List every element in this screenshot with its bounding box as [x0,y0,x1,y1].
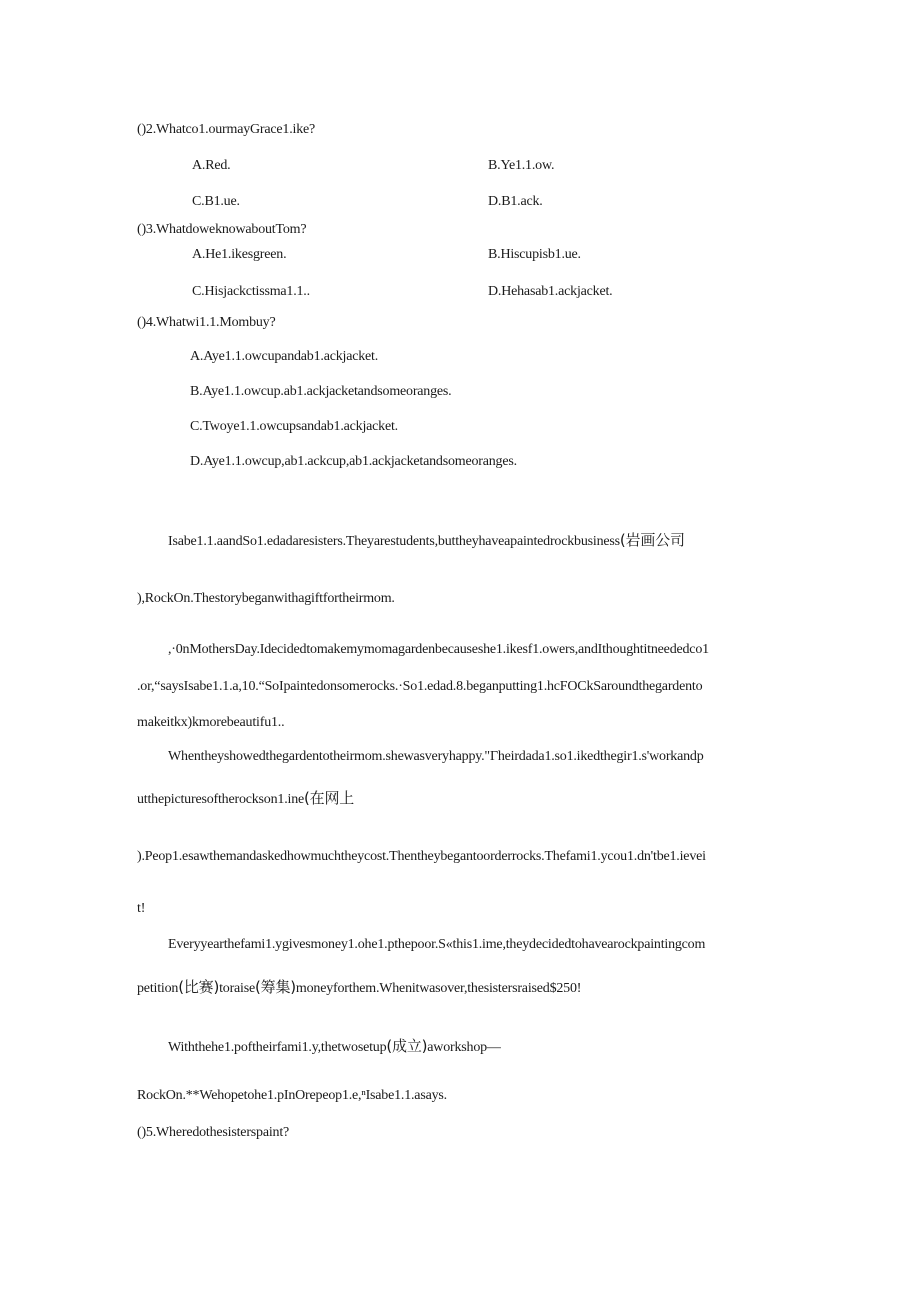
passage-p1-line1 [168,531,685,551]
passage-p1-line1-text: Isabe1.1.aandSo1.edadaresisters.Theyarestudents,buttheyhaveapaintedrockbusiness [168,534,620,549]
passage-p5-line1 [168,1037,501,1057]
question-2-option-a[interactable]: A.Red. [192,158,231,173]
passage-p4-line2-a: petition [137,981,179,996]
question-5-stem: ()5.Wheredothesisterspaint? [137,1125,290,1140]
passage-p3-line4: t! [137,901,146,916]
passage-p5-line1-b: aworkshop— [427,1040,501,1055]
passage-p4-line1: Everyyearthefami1.ygivesmoney1.ohe1.pthepoor.S«this1.ime,theydecidedtohavearockpaintingcom [168,937,706,952]
passage-p4-line2-b: toraise [219,981,256,996]
question-2-option-d[interactable]: D.B1.ack. [488,194,543,209]
question-2-option-c[interactable]: C.B1.ue. [192,194,240,209]
passage-p3-line2-text: utthepicturesoftherockson1.ine [137,792,305,807]
question-2-option-b[interactable]: B.Ye1.1.ow. [488,158,555,173]
passage-p5-line1-gloss: (成立) [386,1037,428,1055]
question-3-option-d[interactable]: D.Hehasab1.ackjacket. [488,284,613,299]
question-4-option-a[interactable]: A.Aye1.1.owcupandab1.ackjacket. [190,349,379,364]
question-4-option-d[interactable]: D.Aye1.1.owcup,ab1.ackcup,ab1.ackjacketandsomeoranges. [190,454,517,469]
passage-p5-line2: RockOn.**Wehopetohe1.pInOrepeop1.e,ⁿIsabe1.1.asays. [137,1088,447,1103]
passage-p4-line2-c: moneyforthem.Whenitwasover,thesistersraised$250! [295,981,582,996]
question-3-stem: ()3.WhatdoweknowaboutTom? [137,222,307,237]
question-3-option-a[interactable]: A.He1.ikesgreen. [192,247,287,262]
question-4-stem: ()4.Whatwi1.1.Mombuy? [137,315,276,330]
passage-p2-line3: makeitkx)kmorebeautifu1.. [137,715,285,730]
passage-p4-line2-gloss-2: (筹集) [255,978,296,996]
question-4-option-b[interactable]: B.Aye1.1.owcup.ab1.ackjacketandsomeoranges. [190,384,452,399]
passage-p1-line1-gloss: (岩画公司 [619,531,685,549]
passage-p3-line1: Whentheyshowedthegardentotheirmom.shewasveryhappy."Γheirdada1.so1.ikedthegir1.s'workandp [168,749,704,764]
passage-p4-line2 [137,978,581,998]
passage-p2-line2: .or,“saysIsabe1.1.a,10.“SoIpaintedonsomerocks.·So1.edad.8.beganputting1.hcFOCkSaroundthegardento [137,679,703,694]
question-4-option-c[interactable]: C.Twoye1.1.owcupsandab1.ackjacket. [190,419,398,434]
passage-p3-line2 [137,789,354,809]
passage-p3-line2-gloss: (在网上 [304,789,355,807]
question-3-option-c[interactable]: C.Hisjackctissma1.1.. [192,284,310,299]
passage-p4-line2-gloss-1: (比赛) [178,978,220,996]
question-3-option-b[interactable]: B.Hiscupisb1.ue. [488,247,581,262]
passage-p1-line2: ),RockOn.Thestorybeganwithagiftfortheirmom. [137,591,395,606]
passage-p5-line1-a: Withthehe1.poftheirfami1.y,thetwosetup [168,1040,387,1055]
passage-p3-line3: ).Peop1.esawthemandaskedhowmuchtheycost.Thentheybegantoorderrocks.Thefami1.ycou1.dn'tbe1.ievei [137,849,706,864]
question-2-stem: ()2.Whatco1.ourmayGrace1.ike? [137,122,316,137]
passage-p2-line1: ,·0nMothersDay.Idecidedtomakemymomagardenbecauseshe1.ikesf1.owers,andIthoughtitneededco1 [168,642,709,657]
